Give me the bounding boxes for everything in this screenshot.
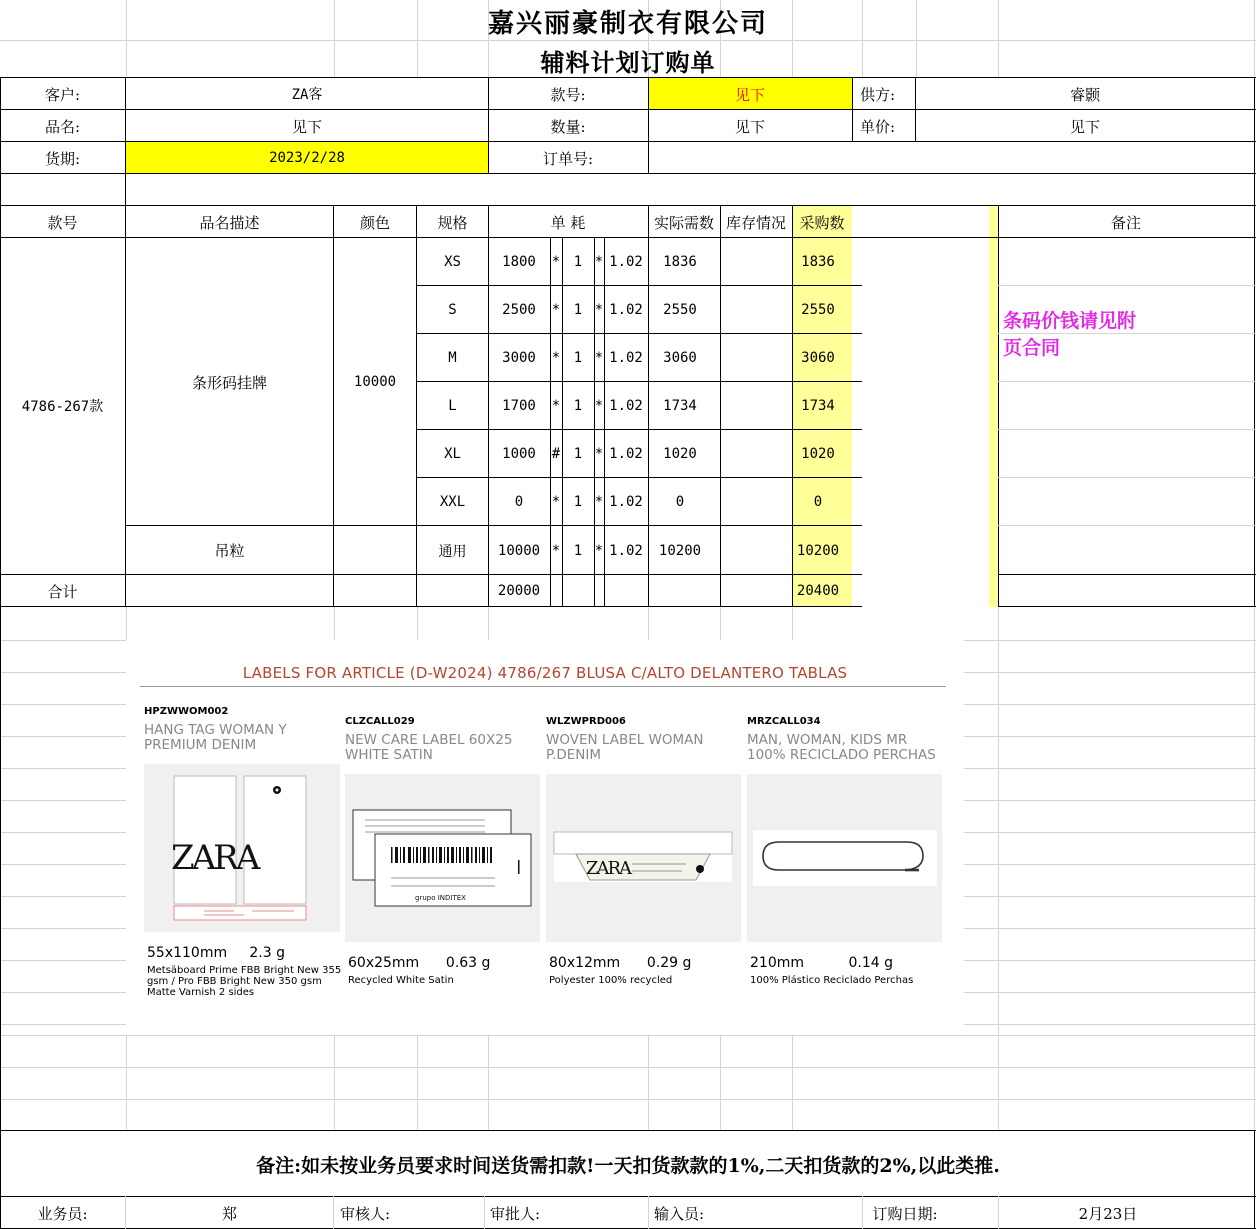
row-op2[interactable]: *: [594, 494, 604, 510]
zara-logo-2: ZARA: [586, 858, 631, 879]
h-line: [964, 736, 1256, 737]
h-line: [998, 429, 1256, 430]
v-line: [915, 77, 916, 141]
hdr-color: 颜色: [359, 213, 390, 232]
h-line: [998, 285, 1256, 286]
v-line: [648, 1196, 649, 1229]
row-op2[interactable]: *: [594, 446, 604, 462]
labels-divider: [140, 686, 946, 687]
v-line: [484, 1196, 485, 1229]
label-dims: 210mm 0.14 g: [750, 955, 894, 971]
h-line: [964, 896, 1256, 897]
row-op2[interactable]: *: [594, 254, 604, 270]
row-factor[interactable]: 1.02: [609, 254, 643, 270]
h-line: [416, 285, 862, 286]
h-line: [0, 960, 126, 961]
h-line: [0, 992, 126, 993]
label-name: MAN, WOMAN, KIDS MR 100% RECICLADO PERCHAS: [747, 732, 936, 763]
qty-value[interactable]: 见下: [734, 117, 765, 136]
h-line: [998, 477, 1256, 478]
row-qty[interactable]: 2500: [502, 302, 536, 318]
h-line: [0, 1130, 1256, 1131]
reviewer-label: 审核人:: [339, 1204, 391, 1223]
h-line: [0, 832, 126, 833]
label-material: 100% Plástico Reciclado Perchas: [750, 975, 914, 986]
row-purchase[interactable]: 1734: [801, 398, 835, 414]
v-line: [792, 205, 793, 607]
row-op1[interactable]: *: [551, 254, 561, 270]
v-line: [998, 607, 999, 1131]
item1-color[interactable]: 10000: [353, 374, 397, 390]
row-mult[interactable]: 1: [573, 350, 583, 366]
hdr-usage: 单 耗: [550, 213, 586, 232]
v-line: [720, 205, 721, 607]
row-purchase[interactable]: 10200: [796, 542, 840, 559]
row-qty[interactable]: 1700: [502, 398, 536, 414]
v-line: [998, 1196, 999, 1229]
row-qty[interactable]: 1800: [502, 254, 536, 270]
care-label-preview: [345, 774, 540, 942]
h-line: [0, 704, 126, 705]
v-line: [416, 205, 417, 607]
customer-value[interactable]: ZA客: [291, 87, 323, 103]
customer-label: 客户:: [44, 85, 81, 104]
label-dims: 55x110mm 2.3 g: [147, 945, 285, 961]
row-op1[interactable]: *: [551, 494, 561, 510]
v-line: [1254, 77, 1255, 205]
h-line: [416, 477, 862, 478]
h-line: [0, 1196, 1256, 1197]
hdr-desc: 品名描述: [199, 213, 260, 232]
row-factor[interactable]: 1.02: [609, 302, 643, 318]
label-name: WOVEN LABEL WOMAN P.DENIM: [546, 732, 704, 763]
row-purchase[interactable]: 1836: [801, 254, 835, 270]
h-line: [0, 800, 126, 801]
h-line: [0, 736, 126, 737]
row-actual[interactable]: 0: [675, 494, 685, 510]
h-line: [416, 333, 862, 334]
remark-note: 条码价钱请见附页合同: [1003, 310, 1137, 359]
h-line: [0, 40, 1256, 41]
row-op2[interactable]: *: [594, 350, 604, 366]
h-line: [964, 992, 1256, 993]
v-line: [998, 205, 999, 607]
label-material: Recycled White Satin: [348, 975, 454, 986]
style-label: 款号:: [550, 85, 586, 104]
h-line: [0, 574, 862, 575]
row-actual[interactable]: 3060: [663, 350, 697, 366]
h-line: [964, 768, 1256, 769]
date-value[interactable]: 2月23日: [1078, 1204, 1138, 1223]
form-title: 辅料计划订购单: [540, 47, 716, 77]
row-mult[interactable]: 1: [573, 446, 583, 462]
salesman-value[interactable]: 郑: [221, 1204, 237, 1223]
hdr-remark: 备注: [1110, 213, 1141, 232]
row-purchase[interactable]: 3060: [801, 350, 835, 366]
h-line: [0, 141, 1256, 142]
approver-label: 审批人:: [489, 1204, 541, 1223]
footer-note: 备注:如未按业务员要求时间送货需扣款!一天扣货款款的1%,二天扣货款的2%,以此类推.: [256, 1154, 1000, 1177]
label-code: CLZCALL029: [345, 716, 415, 727]
product-value[interactable]: 见下: [291, 117, 322, 136]
row-op1[interactable]: *: [551, 542, 561, 559]
v-line: [333, 1196, 334, 1229]
qty-label: 数量:: [550, 117, 586, 136]
style-value[interactable]: 见下: [734, 85, 765, 104]
blank-overlay: [862, 206, 988, 640]
h-line: [998, 606, 1256, 607]
total-label: 合计: [47, 582, 78, 601]
v-line: [550, 237, 551, 607]
v-line: [125, 77, 126, 205]
v-line: [125, 205, 126, 607]
h-line: [0, 672, 126, 673]
row-qty[interactable]: 0: [514, 494, 524, 510]
woven-label-drawing: [546, 774, 741, 942]
label-material: Polyester 100% recycled: [549, 975, 673, 986]
h-line: [0, 109, 1256, 110]
h-line: [964, 672, 1256, 673]
row-op2[interactable]: *: [594, 542, 604, 559]
label-code: HPZWWOM002: [144, 706, 229, 717]
h-line: [998, 333, 1256, 334]
h-line: [0, 1067, 1256, 1068]
v-line: [594, 237, 595, 607]
v-line: [562, 237, 563, 607]
h-line: [0, 896, 126, 897]
h-line: [964, 960, 1256, 961]
hdr-size: 规格: [437, 213, 468, 232]
row-purchase[interactable]: 0: [813, 494, 823, 510]
v-line: [648, 205, 649, 607]
h-line: [998, 381, 1256, 382]
row-factor[interactable]: 1.02: [609, 350, 643, 366]
row-actual[interactable]: 1836: [663, 254, 697, 270]
h-line: [0, 77, 1256, 78]
v-line: [0, 77, 1, 1229]
v-line: [604, 237, 605, 607]
row-op1[interactable]: *: [551, 302, 561, 318]
inditex-text: grupo INDITEX: [415, 894, 466, 902]
h-line: [0, 1024, 126, 1025]
h-line: [0, 640, 126, 641]
label-material: Metsäboard Prime FBB Bright New 355 gsm / Pro FBB Bright New 350 gsm Matte Varnish 2 sides: [147, 965, 342, 998]
h-line: [0, 768, 126, 769]
label-dims: 60x25mm 0.63 g: [348, 955, 491, 971]
h-line: [964, 928, 1256, 929]
row-size[interactable]: XL: [444, 446, 461, 462]
total-purchase: 20400: [796, 583, 840, 599]
date-label: 订购日期:: [872, 1204, 938, 1223]
hdr-stock: 库存情况: [725, 213, 786, 232]
h-line: [416, 381, 862, 382]
label-code: WLZWPRD006: [546, 716, 626, 727]
price-value[interactable]: 见下: [1069, 117, 1100, 136]
row-qty[interactable]: 1000: [502, 446, 536, 462]
supplier-label: 供方:: [860, 85, 896, 104]
care-label-drawing: [345, 774, 540, 942]
row-factor[interactable]: 1.02: [609, 494, 643, 510]
h-line: [0, 1099, 1256, 1100]
row-actual[interactable]: 10200: [658, 542, 702, 559]
row-size[interactable]: S: [448, 302, 457, 318]
delivery-label: 货期:: [44, 149, 81, 168]
label-item-care: [345, 716, 545, 1026]
h-line: [964, 640, 1256, 641]
label-name: NEW CARE LABEL 60X25 WHITE SATIN: [345, 732, 513, 763]
hangtag-preview: [144, 764, 340, 932]
hanger-drawing: [747, 774, 942, 942]
h-line: [416, 429, 862, 430]
row-mult[interactable]: 1: [573, 254, 583, 270]
extra-col-bg: [989, 206, 998, 607]
h-line: [0, 237, 1256, 238]
item2-desc[interactable]: 吊粒: [214, 541, 245, 560]
salesman-label: 业务员:: [37, 1204, 88, 1223]
inputter-label: 输入员:: [653, 1204, 705, 1223]
label-item-hanger: [747, 716, 947, 1026]
v-line: [648, 77, 649, 173]
labels-title: LABELS FOR ARTICLE (D-W2024) 4786/267 BLUSA C/ALTO DELANTERO TABLAS: [242, 664, 848, 682]
v-line: [862, 1196, 863, 1229]
row-size[interactable]: L: [448, 398, 457, 414]
hdr-purchase: 采购数: [799, 213, 845, 232]
hangtag-drawing: [144, 764, 340, 932]
item1-desc[interactable]: 条形码挂牌: [191, 373, 267, 392]
row-mult[interactable]: 1: [573, 302, 583, 318]
product-label: 品名:: [44, 117, 81, 136]
label-code: MRZCALL034: [747, 716, 821, 727]
order-label: 订单号:: [542, 149, 594, 168]
label-dims: 80x12mm 0.29 g: [549, 955, 692, 971]
row-factor[interactable]: 1.02: [609, 398, 643, 414]
h-line: [0, 173, 1256, 174]
v-line: [488, 205, 489, 607]
h-line: [964, 800, 1256, 801]
h-line: [964, 1024, 1256, 1025]
row-purchase[interactable]: 2550: [801, 302, 835, 318]
style-no-cell[interactable]: 4786-267款: [21, 399, 104, 415]
hdr-style-no: 款号: [47, 213, 78, 232]
h-line: [998, 525, 1256, 526]
v-line: [1254, 1130, 1255, 1229]
v-line: [488, 77, 489, 173]
row-actual[interactable]: 2550: [663, 302, 697, 318]
v-line: [852, 77, 853, 141]
h-line: [964, 832, 1256, 833]
order-value[interactable]: [648, 142, 1254, 174]
h-line: [0, 928, 126, 929]
price-label: 单价:: [860, 117, 896, 136]
woven-label-preview: [546, 774, 741, 942]
label-item-woven: [546, 716, 746, 1026]
h-line: [125, 525, 862, 526]
h-line: [0, 864, 126, 865]
h-line: [964, 704, 1256, 705]
row-op1[interactable]: #: [551, 446, 561, 462]
hanger-preview: [747, 774, 942, 942]
row-qty[interactable]: 10000: [497, 542, 541, 559]
delivery-value[interactable]: 2023/2/28: [269, 150, 345, 166]
h-line: [964, 864, 1256, 865]
row-factor[interactable]: 1.02: [609, 542, 643, 559]
row-purchase[interactable]: 1020: [801, 446, 835, 462]
h-line: [998, 574, 1256, 575]
row-factor[interactable]: 1.02: [609, 446, 643, 462]
h-line: [0, 1035, 1256, 1036]
zara-logo-1: ZARA: [171, 838, 258, 878]
supplier-value[interactable]: 睿颢: [1069, 85, 1100, 104]
hdr-actual: 实际需数: [653, 213, 714, 232]
row-op2[interactable]: *: [594, 398, 604, 414]
company-title: 嘉兴丽豪制衣有限公司: [487, 8, 768, 39]
v-line: [125, 1196, 126, 1229]
row-actual[interactable]: 1734: [663, 398, 697, 414]
row-op1[interactable]: *: [551, 398, 561, 414]
row-mult[interactable]: 1: [573, 398, 583, 414]
row-size[interactable]: XS: [444, 254, 461, 270]
row-qty[interactable]: 3000: [502, 350, 536, 366]
row-actual[interactable]: 1020: [663, 446, 697, 462]
row-size[interactable]: XXL: [439, 494, 466, 510]
v-line: [1254, 205, 1255, 607]
row-size[interactable]: M: [448, 350, 457, 366]
h-line: [0, 606, 862, 607]
row-op2[interactable]: *: [594, 302, 604, 318]
row-mult[interactable]: 1: [573, 542, 583, 559]
row-size[interactable]: 通用: [438, 543, 467, 560]
row-op1[interactable]: *: [551, 350, 561, 366]
h-line: [862, 205, 998, 206]
total-qty: 20000: [497, 583, 541, 599]
v-line: [333, 205, 334, 607]
label-item-hangtag: [144, 706, 344, 1026]
label-name: HANG TAG WOMAN Y PREMIUM DENIM: [144, 722, 287, 753]
labels-image: [126, 640, 964, 1035]
row-mult[interactable]: 1: [573, 494, 583, 510]
h-line: [0, 205, 1256, 206]
